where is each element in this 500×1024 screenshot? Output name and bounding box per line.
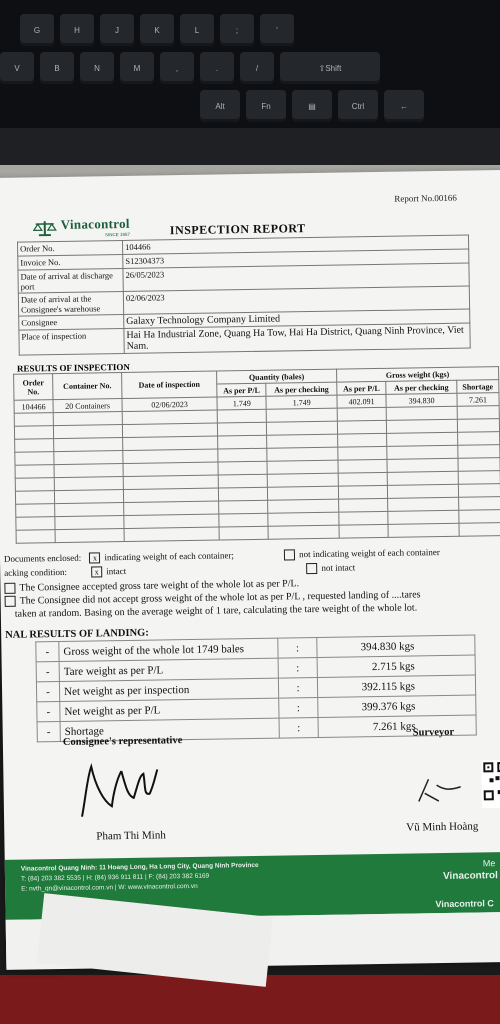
doc-option-1: indicating weight of each container; bbox=[104, 550, 234, 563]
key: L bbox=[180, 14, 214, 46]
final-value: 7.261 kgs bbox=[318, 715, 476, 737]
statement-3-text: taken at random. Basing on the average weight of 1 tare, calculating the tare weight of the whole lot. bbox=[14, 602, 418, 620]
col-quantity: Quantity (bales) bbox=[217, 369, 337, 384]
inspection-report-paper bbox=[0, 170, 500, 968]
pack-option-1: intact bbox=[106, 565, 127, 577]
final-label: Net weight as per P/L bbox=[60, 698, 279, 721]
final-sep: : bbox=[279, 717, 318, 738]
info-label: Order No. bbox=[18, 240, 123, 256]
key: ← bbox=[384, 90, 424, 122]
since-label: SINCE 1957 bbox=[104, 231, 130, 238]
key: B bbox=[40, 52, 74, 84]
final-sep: : bbox=[278, 637, 317, 658]
key: G bbox=[20, 14, 54, 46]
info-value: 26/05/2023 bbox=[123, 263, 469, 291]
doc-check-1: x bbox=[89, 553, 100, 564]
info-label: Place of inspection bbox=[19, 328, 124, 355]
final-results-table bbox=[35, 634, 477, 742]
info-label: Date of arrival at the Consignee's warehouse bbox=[18, 291, 123, 316]
pack-check-2 bbox=[306, 563, 317, 574]
info-value: Hai Ha Industrial Zone, Quang Ha Tow, Hai Ha District, Quang Ninh Province, Viet Nam. bbox=[124, 323, 470, 353]
bullet: - bbox=[37, 702, 60, 722]
key: J bbox=[100, 14, 134, 46]
doc-check-2 bbox=[284, 550, 295, 561]
info-label: Consignee bbox=[19, 314, 124, 330]
final-value: 394.830 kgs bbox=[317, 635, 475, 657]
statement-check-2 bbox=[5, 596, 16, 607]
keyboard-background bbox=[0, 0, 500, 175]
bullet: - bbox=[36, 682, 59, 702]
signer-left-name: Pham Thi Minh bbox=[96, 829, 166, 843]
report-title: INSPECTION REPORT bbox=[169, 221, 306, 238]
scale-logo-icon bbox=[33, 220, 57, 236]
statement-2-text: The Consignee did not accept gross weight of the whole lot as per P/L , requested landing of ....tares bbox=[19, 589, 421, 607]
key: ; bbox=[220, 14, 254, 46]
final-label: Net weight as per inspection bbox=[59, 678, 278, 701]
key: V bbox=[0, 52, 34, 84]
report-number: Report No.00166 bbox=[394, 192, 457, 204]
final-sep: : bbox=[278, 677, 317, 698]
documents-line bbox=[4, 547, 440, 565]
final-label: Gross weight of the whole lot 1749 bales bbox=[59, 638, 278, 661]
final-label: Shortage bbox=[60, 718, 279, 741]
key: ⇧Shift bbox=[280, 52, 380, 84]
footer-right-3: Vinacontrol C bbox=[435, 898, 494, 910]
info-table bbox=[17, 235, 471, 356]
cell-shortage: 7.261 bbox=[457, 393, 499, 407]
col-qty-pl: As per P/L bbox=[217, 383, 267, 397]
key: Alt bbox=[200, 90, 240, 122]
doc-option-2: not indicating weight of each container bbox=[299, 547, 440, 560]
bullet: - bbox=[36, 642, 59, 662]
footer-right-1: Me bbox=[482, 858, 496, 869]
signature-right-icon bbox=[408, 771, 469, 812]
col-gross-pl: As per P/L bbox=[337, 381, 387, 395]
info-value: Galaxy Technology Company Limited bbox=[124, 309, 470, 328]
key: N bbox=[80, 52, 114, 84]
key: Fn bbox=[246, 90, 286, 122]
key: . bbox=[200, 52, 234, 84]
final-label: Tare weight as per P/L bbox=[59, 658, 278, 681]
packing-label: acking condition: bbox=[4, 566, 68, 578]
statement-check-1 bbox=[4, 583, 15, 594]
final-results-header: NAL RESULTS OF LANDING: bbox=[5, 627, 149, 641]
footer-right-2: Vinacontrol bbox=[442, 870, 498, 883]
cell-gross-pl: 402.091 bbox=[337, 394, 387, 408]
key: , bbox=[160, 52, 194, 84]
pack-option-2: not intact bbox=[321, 562, 356, 573]
col-gross-weight: Gross weight (kgs) bbox=[336, 367, 498, 383]
key: ▤ bbox=[292, 90, 332, 122]
info-label: Date of arrival at discharge port bbox=[18, 268, 123, 293]
cell-gross-check: 394.830 bbox=[386, 393, 457, 407]
cell-qty-check: 1.749 bbox=[266, 395, 337, 409]
surveyor-label: Surveyor bbox=[412, 726, 455, 739]
final-sep: : bbox=[278, 657, 317, 678]
final-sep: : bbox=[279, 697, 318, 718]
keyboard-row-2 bbox=[0, 52, 380, 86]
key: Ctrl bbox=[338, 90, 378, 122]
cell-date: 02/06/2023 bbox=[122, 397, 217, 411]
cell-qty-pl: 1.749 bbox=[217, 396, 267, 410]
final-value: 392.115 kgs bbox=[317, 675, 475, 697]
col-container-no: Container No. bbox=[53, 373, 122, 400]
footer-contact: E: nvth_qn@vinacontrol.com.vn | W: www.vinacontrol.com.vn bbox=[21, 882, 198, 893]
info-label: Invoice No. bbox=[18, 254, 123, 270]
cell-order-no: 104466 bbox=[14, 400, 53, 414]
final-value: 399.376 kgs bbox=[318, 695, 476, 717]
key: / bbox=[240, 52, 274, 84]
info-value: 02/06/2023 bbox=[123, 286, 469, 314]
info-value: S12304373 bbox=[123, 249, 469, 268]
keyboard-row-3 bbox=[200, 90, 424, 124]
bullet: - bbox=[37, 722, 60, 742]
consignee-rep-label: Consignee's representative bbox=[62, 735, 183, 748]
signer-right-name: Vũ Minh Hoàng bbox=[406, 820, 479, 834]
keyboard-row-1 bbox=[20, 14, 294, 48]
footer-address: Vinacontrol Quang Ninh: 11 Hoang Long, Ha Long City, Quang Ninh Province bbox=[20, 861, 259, 873]
col-date: Date of inspection bbox=[122, 371, 217, 398]
statement-1-text: The Consignee accepted gross tare weight of the whole lot as per P/L. bbox=[19, 578, 300, 594]
bullet: - bbox=[36, 662, 59, 682]
company-name: Vinacontrol bbox=[60, 215, 130, 232]
results-table bbox=[13, 366, 500, 544]
col-order-no: Order No. bbox=[14, 374, 53, 401]
footer-phones: T: (84) 203 382 5535 | H: (84) 936 911 811 | F: (84) 203 382 6169 bbox=[20, 872, 210, 883]
documents-label: Documents enclosed: bbox=[3, 552, 82, 564]
key: ' bbox=[260, 14, 294, 46]
key: K bbox=[140, 14, 174, 46]
key: M bbox=[120, 52, 154, 84]
col-shortage: Shortage bbox=[456, 380, 498, 394]
info-value: 104466 bbox=[122, 235, 468, 254]
vinacontrol-logo bbox=[33, 216, 130, 239]
cell-container-no: 20 Containers bbox=[53, 399, 122, 413]
col-gross-check: As per checking bbox=[386, 380, 457, 394]
pack-check-1: x bbox=[91, 567, 102, 578]
col-qty-check: As per checking bbox=[266, 382, 337, 396]
results-header: RESULTS OF INSPECTION bbox=[16, 361, 130, 374]
final-value: 2.715 kgs bbox=[317, 655, 475, 677]
signature-left-icon bbox=[73, 755, 164, 826]
qr-code-icon bbox=[481, 760, 500, 808]
consignee-statements bbox=[4, 574, 500, 621]
key: H bbox=[60, 14, 94, 46]
